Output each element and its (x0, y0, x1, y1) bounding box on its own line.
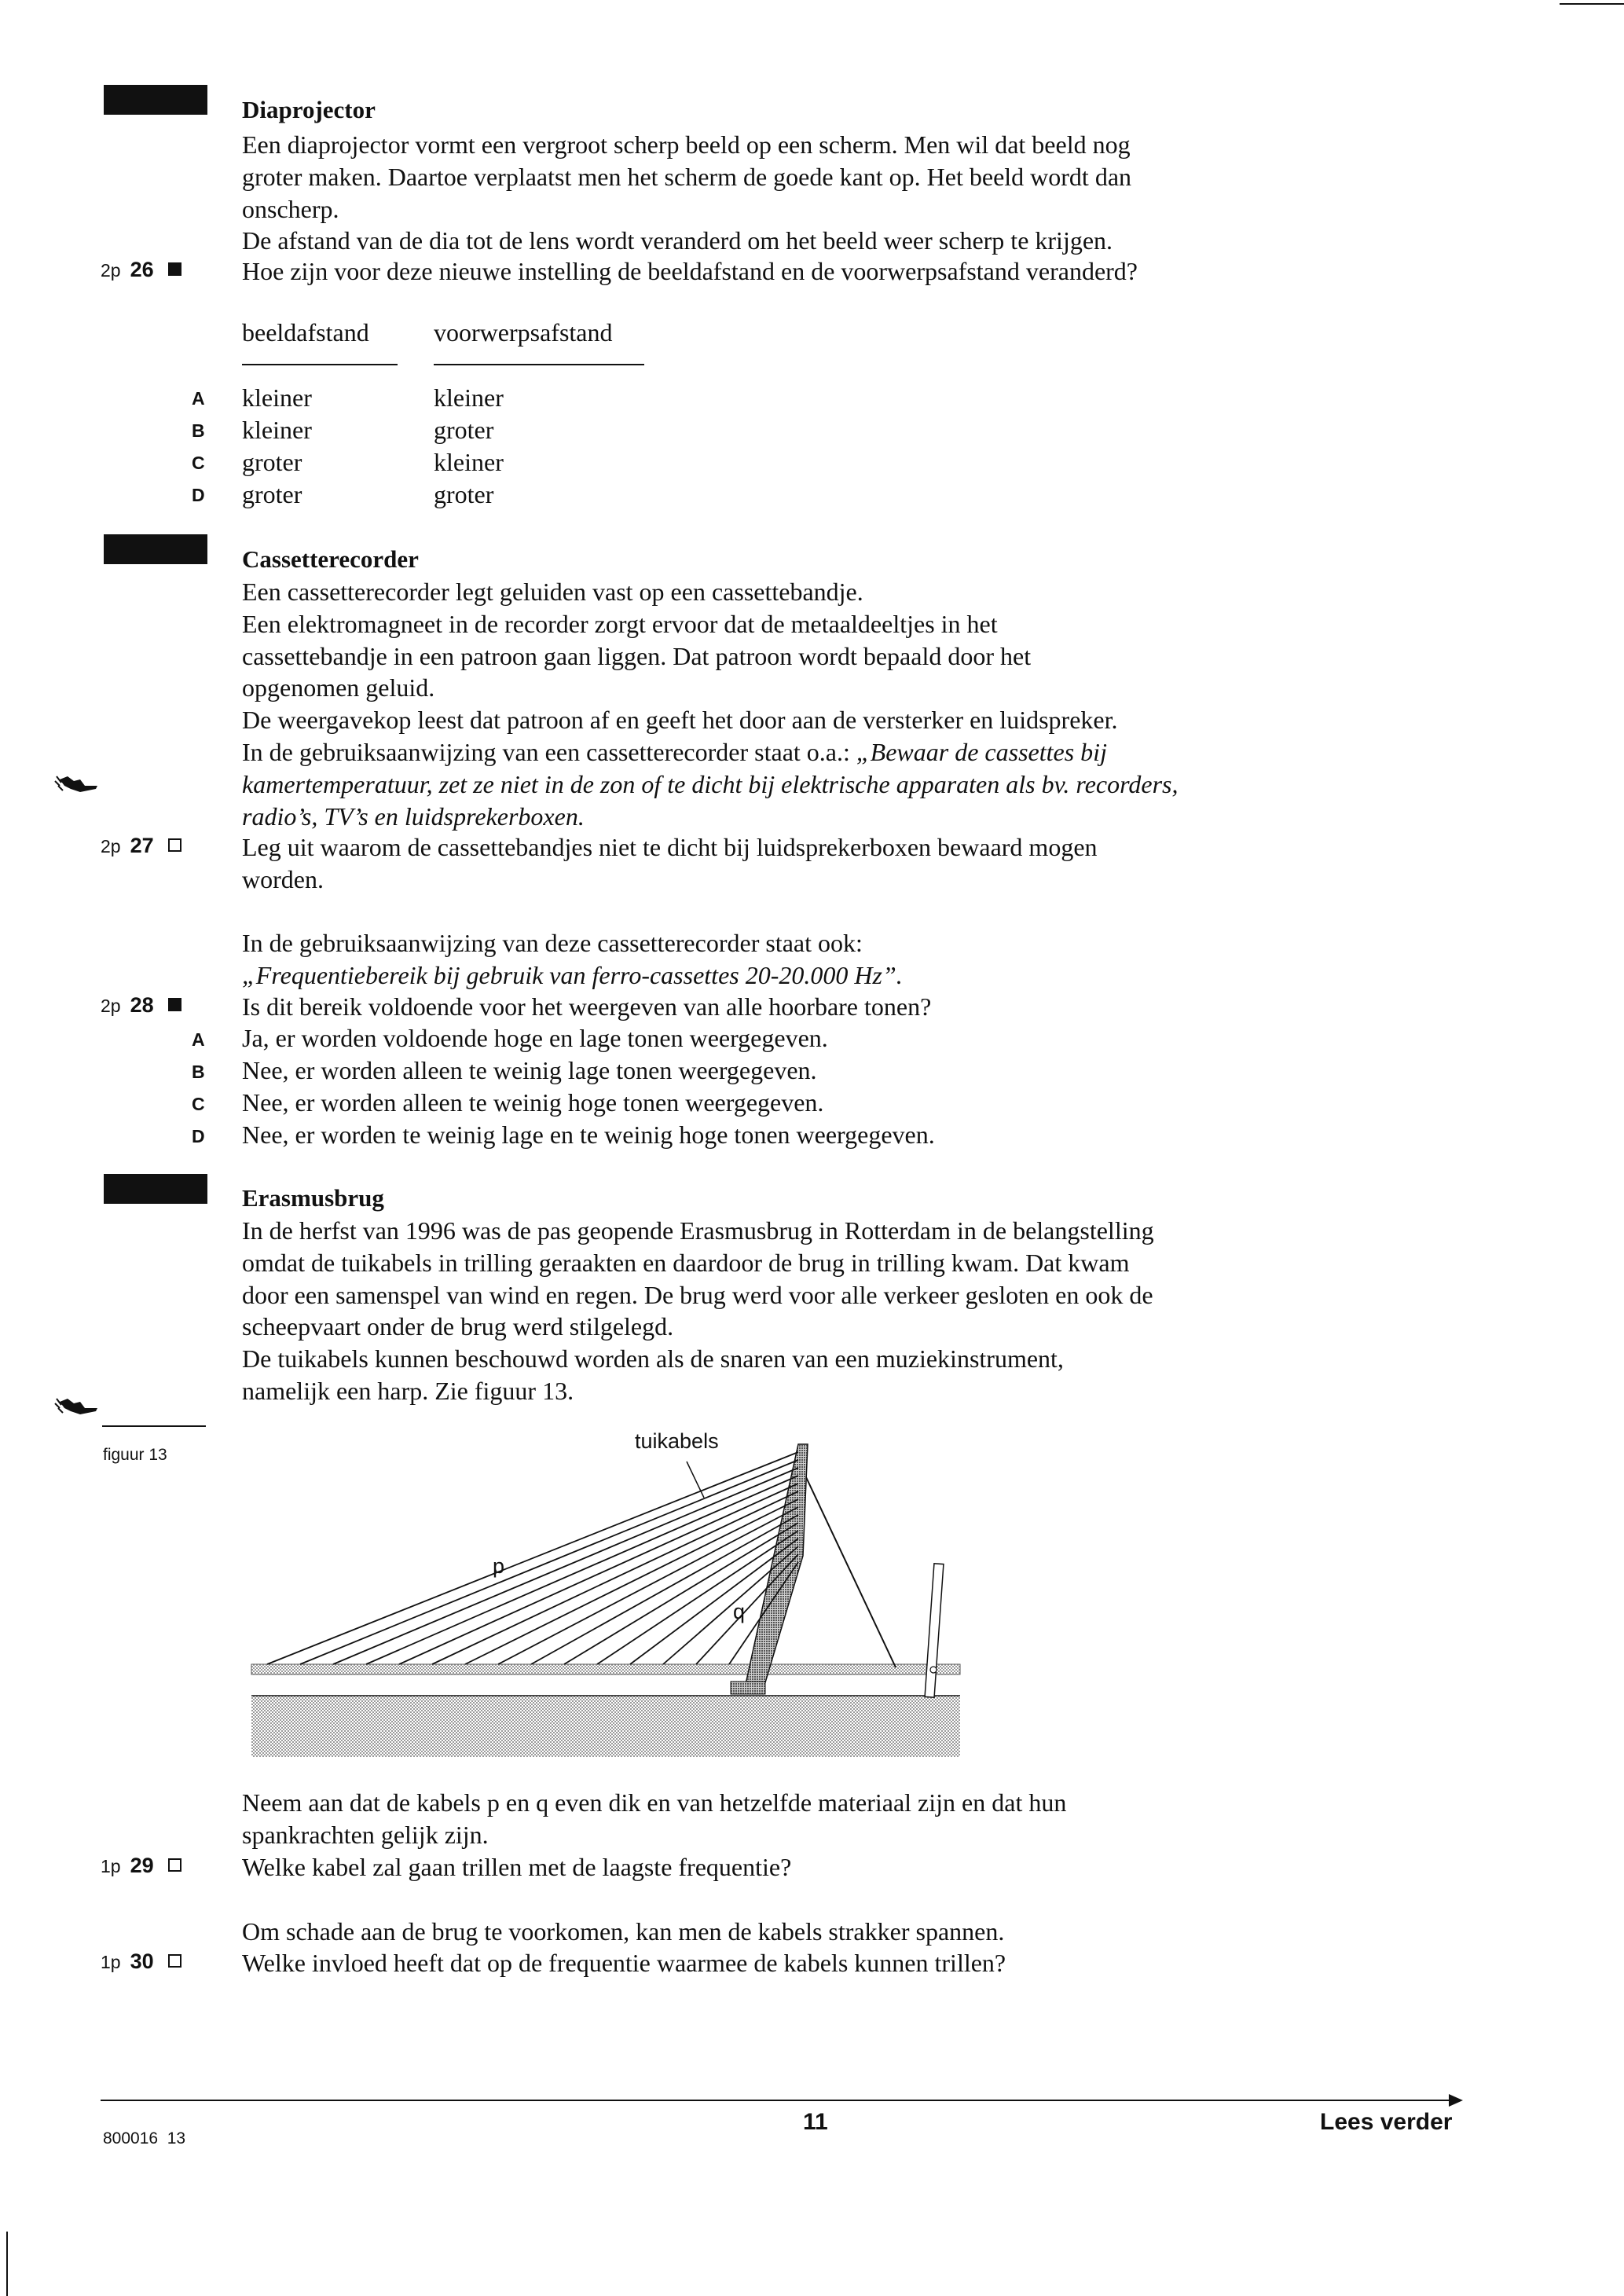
option-letter: C (192, 1094, 205, 1114)
back-stay-cable (806, 1477, 896, 1667)
section-marker (104, 85, 207, 115)
option-letter: D (192, 1126, 205, 1146)
bridge-pier (925, 1564, 944, 1697)
label-pointer (687, 1462, 704, 1498)
question-number-26: 2p 26 (101, 258, 215, 282)
option-text: Nee, er worden alleen te weinig lage tonen weergegeven. (242, 1056, 817, 1084)
section-marker (104, 534, 207, 564)
footer-code: 800016 13 (103, 2129, 186, 2147)
option-letter: B (192, 1062, 205, 1082)
table-cell: kleiner (434, 383, 504, 412)
option-letter: C (192, 453, 205, 473)
section-title-diaprojector: Diaprojector (242, 96, 376, 123)
open-question-marker-icon (168, 1858, 181, 1872)
label-cable-p: p (493, 1554, 505, 1578)
table-cell: groter (242, 480, 302, 508)
label-tuikabels: tuikabels (635, 1429, 719, 1453)
erasmusbrug-before-q30: Om schade aan de brug te voorkomen, kan men de kabels strakker spannen. (242, 1917, 1005, 1946)
option-letter: D (192, 485, 205, 505)
section-title-erasmusbrug: Erasmusbrug (242, 1184, 384, 1212)
table-cell: groter (434, 416, 494, 444)
table-header-voorwerpsafstand: voorwerpsafstand (434, 318, 613, 347)
option-letter: B (192, 420, 205, 441)
continue-label: Lees verder (1320, 2109, 1453, 2135)
footer-rule (101, 2100, 1441, 2101)
bridge-deck (251, 1664, 960, 1674)
multiple-choice-marker-icon (168, 262, 181, 276)
erasmusbrug-after-figure: Neem aan dat de kabels p en q even dik en van hetzelfde materiaal zijn en dat hun spankrachten gelijk zijn. (242, 1788, 1067, 1849)
section-marker (104, 1174, 207, 1204)
table-cell: kleiner (242, 383, 312, 412)
scan-edge-mark (6, 2232, 8, 2296)
question-26-text: Hoe zijn voor deze nieuwe instelling de beeldafstand en de voorwerpsafstand veranderd? (242, 257, 1138, 285)
open-question-marker-icon (168, 838, 181, 852)
figure-caption: figuur 13 (103, 1446, 167, 1464)
question-number-27: 2p 27 (101, 834, 215, 858)
option-text: Ja, er worden voldoende hoge en lage tonen weergegeven. (242, 1024, 828, 1052)
label-cable-q: q (733, 1600, 746, 1623)
table-cell: kleiner (434, 448, 504, 476)
question-29-text: Welke kabel zal gaan trillen met de laagste frequentie? (242, 1853, 792, 1881)
table-header-underline (434, 364, 644, 365)
page-number: 11 (803, 2109, 828, 2135)
cassetterecorder-manual-2: In de gebruiksaanwijzing van deze cassetterecorder staat ook: „Frequentiebereik bij gebruik van ferro-cassettes 20-20.000 Hz”. (242, 929, 903, 989)
pointing-hand-icon (53, 1391, 101, 1422)
question-28-text: Is dit bereik voldoende voor het weergeven van alle hoorbare tonen? (242, 992, 932, 1021)
stay-cables (267, 1452, 798, 1664)
figure-caption-rule (102, 1425, 206, 1427)
question-number-29: 1p 29 (101, 1854, 215, 1878)
option-text: Nee, er worden te weinig lage en te weinig hoge tonen weergegeven. (242, 1120, 935, 1149)
multiple-choice-marker-icon (168, 998, 181, 1011)
option-letter: A (192, 1029, 205, 1050)
cassetterecorder-intro: Een cassetterecorder legt geluiden vast op een cassettebandje. Een elektromagneet in de recorder zorgt ervoor dat de metaaldeeltjes in het cassettebandje in een patroon gaan liggen. Dat patroon wordt bepaald door het opgenomen geluid. De weergavekop leest dat patroon af en geeft het door aan de versterker en luidspreker. In de gebruiksaanwijzing van een cassetterecorder staat o.a.: „Bewaar de cassettes bij kamertemperatuur, zet ze niet in de zon of te dicht bij elektrische apparaten als bv. recorders, radio’s, TV’s en luidsprekerboxen. (242, 578, 1179, 831)
section-title-cassetterecorder: Cassetterecorder (242, 545, 419, 573)
option-text: Nee, er worden alleen te weinig hoge tonen weergegeven. (242, 1088, 824, 1117)
table-cell: groter (242, 448, 302, 476)
table-cell: kleiner (242, 416, 312, 444)
erasmusbrug-intro: In de herfst van 1996 was de pas geopende Erasmusbrug in Rotterdam in de belangstelling omdat de tuikabels in trilling geraakten en daardoor de brug in trilling kwam. Dat kwam door een samenspel van wind en regen. De brug werd voor alle verkeer gesloten en ook de scheepvaart onder de brug werd stilgelegd. De tuikabels kunnen beschouwd worden als de snaren van een muziekinstrument, namelijk een harp. Zie figuur 13. (242, 1216, 1154, 1405)
question-number-30: 1p 30 (101, 1949, 215, 1974)
table-header-beeldafstand: beeldafstand (242, 318, 369, 347)
question-27-text: Leg uit waarom de cassettebandjes niet te dicht bij luidsprekerboxen bewaard mogen worden. (242, 833, 1098, 893)
scan-edge-mark (1560, 3, 1624, 5)
question-30-text: Welke invloed heeft dat op de frequentie waarmee de kabels kunnen trillen? (242, 1949, 1006, 1977)
ground-area (251, 1696, 960, 1757)
open-question-marker-icon (168, 1954, 181, 1968)
table-header-underline (242, 364, 398, 365)
pointing-hand-icon (53, 768, 101, 800)
option-letter: A (192, 388, 205, 409)
diaprojector-intro: Een diaprojector vormt een vergroot scherp beeld op een scherm. Men wil dat beeld nog groter maken. Daartoe verplaatst men het scherm de goede kant op. Het beeld wordt dan onscherp. De afstand van de dia tot de lens wordt veranderd om het beeld weer scherp te krijgen. (242, 130, 1132, 255)
arrow-right-icon (1430, 2091, 1463, 2110)
table-cell: groter (434, 480, 494, 508)
bridge-figure (236, 1414, 974, 1768)
question-number-28: 2p 28 (101, 993, 215, 1018)
